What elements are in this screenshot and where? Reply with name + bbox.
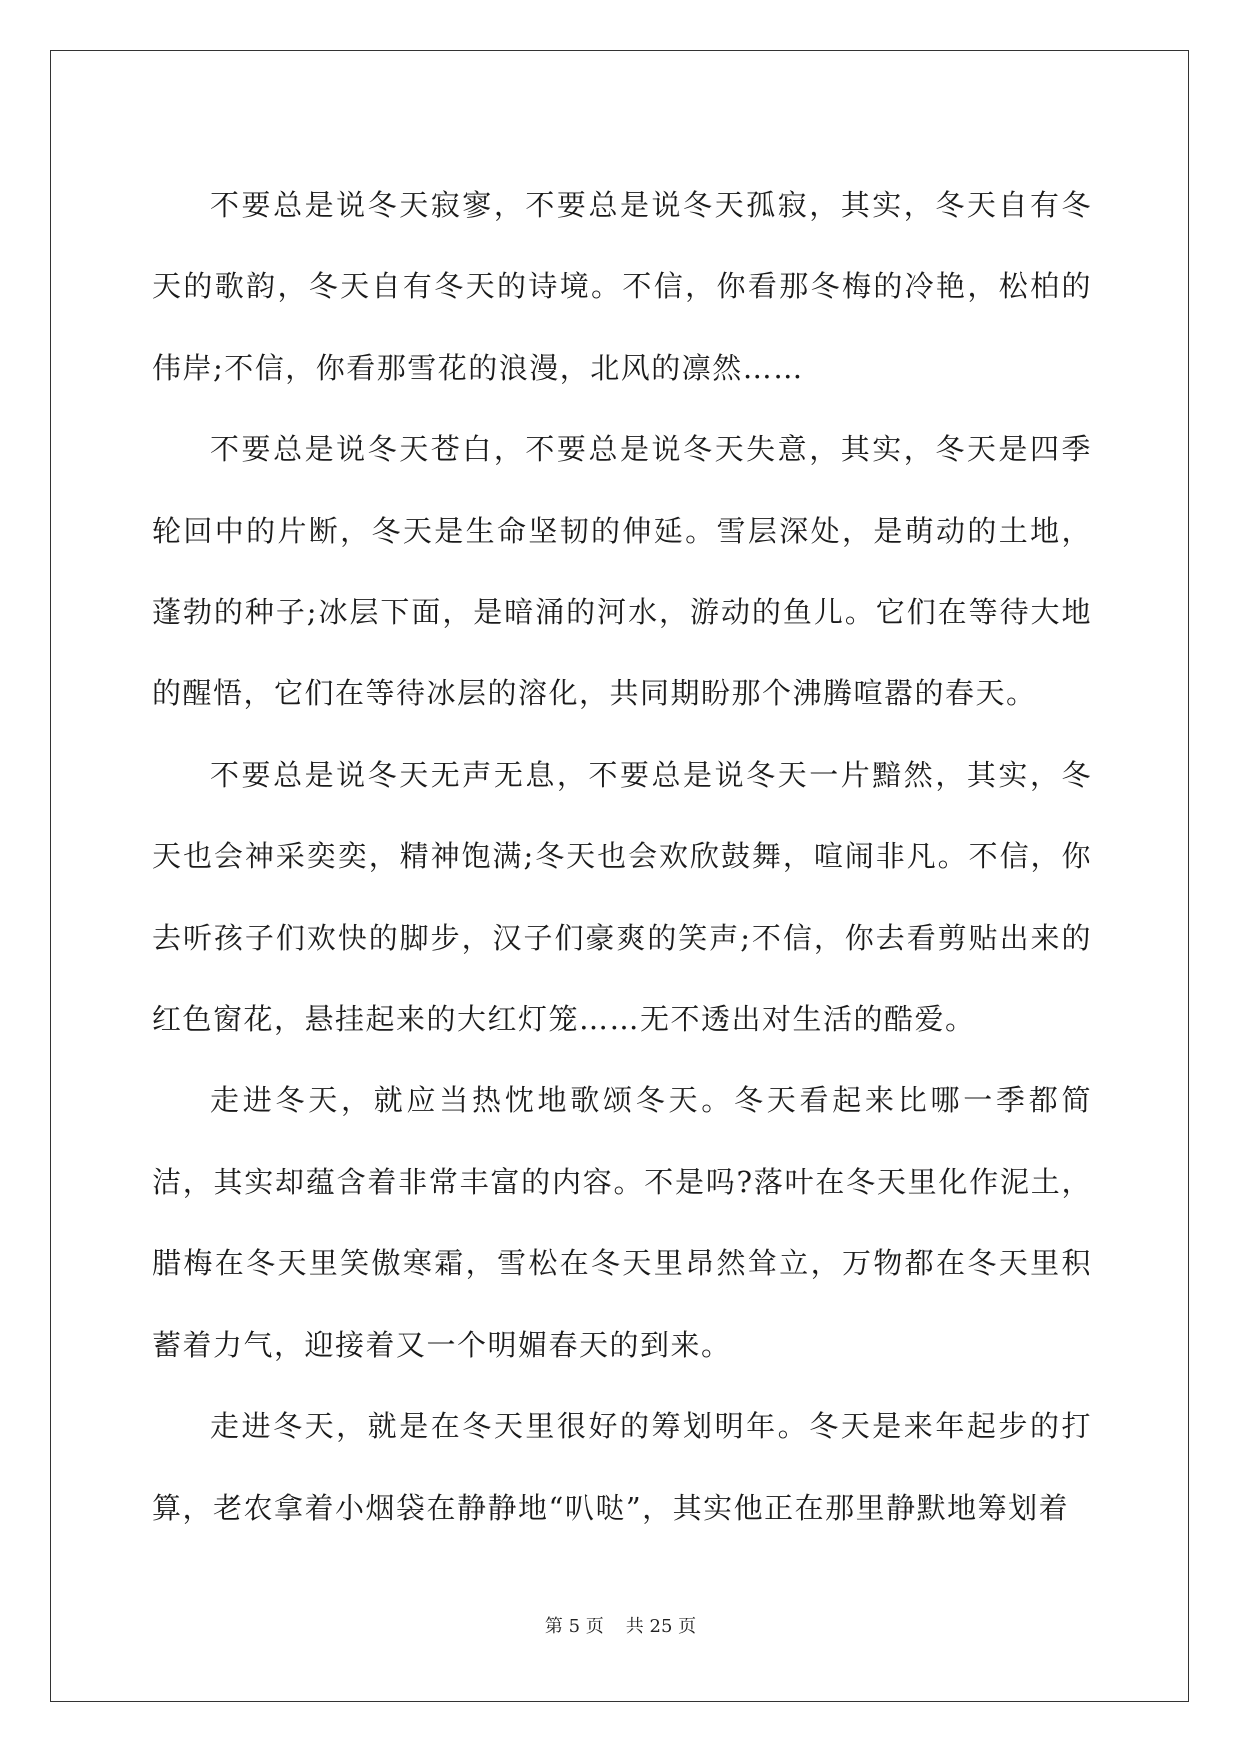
paragraph: 不要总是说冬天无声无息，不要总是说冬天一片黯然，其实，冬天也会神采奕奕，精神饱满;冬天也会欢欣鼓舞，喧闹非凡。不信，你去听孩子们欢快的脚步，汉子们豪爽的笑声;不信，你去看剪贴出来的红色窗花，悬挂起来的大红灯笼……无不透出对生活的酷爱。 <box>152 757 1092 1037</box>
page-footer <box>0 1612 1241 1638</box>
paragraph: 不要总是说冬天寂寥，不要总是说冬天孤寂，其实，冬天自有冬天的歌韵，冬天自有冬天的诗境。不信，你看那冬梅的冷艳，松柏的伟岸;不信，你看那雪花的浪漫，北风的凛然…… <box>152 188 1092 385</box>
document-body <box>152 165 1092 1549</box>
paragraph: 走进冬天，就应当热忱地歌颂冬天。冬天看起来比哪一季都简洁，其实却蕴含着非常丰富的内容。不是吗?落叶在冬天里化作泥土，腊梅在冬天里笑傲寒霜，雪松在冬天里昂然耸立，万物都在冬天里积蓄着力气，迎接着又一个明媚春天的到来。 <box>152 1083 1092 1362</box>
page-number: 第 5 页 <box>544 1616 604 1637</box>
paragraph: 走进冬天，就是在冬天里很好的筹划明年。冬天是来年起步的打算，老农拿着小烟袋在静静地“叭哒”，其实他正在那里静默地筹划着 <box>152 1409 1092 1525</box>
paragraph: 不要总是说冬天苍白，不要总是说冬天失意，其实，冬天是四季轮回中的片断，冬天是生命坚韧的伸延。雪层深处，是萌动的土地，蓬勃的种子;冰层下面，是暗涌的河水，游动的鱼儿。它们在等待大地的醒悟，它们在等待冰层的溶化，共同期盼那个沸腾喧嚣的春天。 <box>152 432 1092 711</box>
page-total: 共 25 页 <box>625 1616 697 1637</box>
